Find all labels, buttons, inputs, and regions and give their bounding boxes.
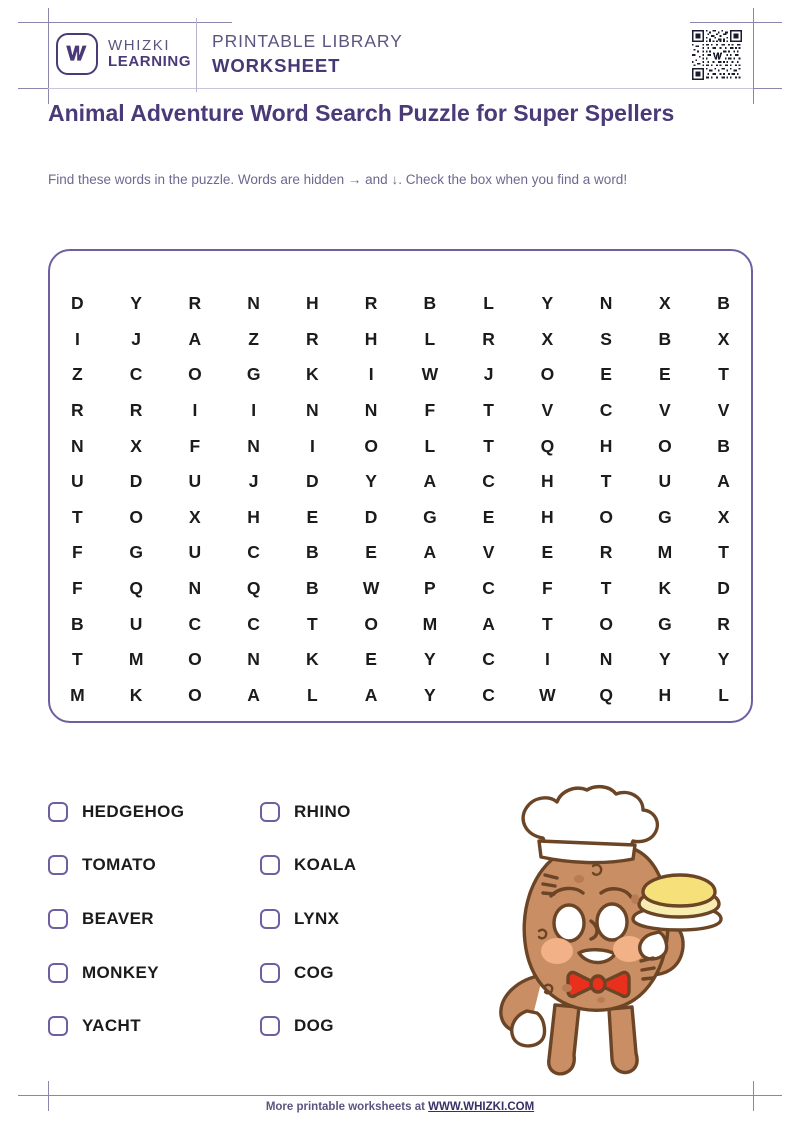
word-label: BEAVER [82, 908, 154, 928]
masthead [212, 30, 403, 79]
grid-letter[interactable]: R [364, 293, 378, 314]
grid-letter[interactable]: R [599, 542, 613, 563]
grid-letter[interactable]: R [717, 613, 730, 634]
grid-letter[interactable]: K [306, 649, 319, 670]
word-label: RHINO [294, 801, 351, 821]
grid-letter[interactable]: F [72, 542, 83, 563]
grid-letter[interactable]: O [364, 435, 378, 456]
grid-letter[interactable]: H [364, 328, 378, 349]
grid-letter[interactable]: X [189, 506, 201, 527]
grid-letter[interactable]: H [306, 293, 319, 314]
grid-letter[interactable]: K [129, 684, 143, 705]
grid-letter[interactable]: X [541, 328, 554, 349]
footer-website-link[interactable]: WWW.WHIZKI.COM [428, 1101, 535, 1113]
grid-letter[interactable]: R [188, 293, 202, 314]
grid-letter[interactable]: K [306, 364, 319, 385]
grid-letter[interactable]: V [659, 400, 671, 421]
grid-letter[interactable]: H [247, 506, 260, 527]
crop-guide-line [753, 8, 754, 104]
grid-letter[interactable]: O [599, 506, 613, 527]
page-title: Animal Adventure Word Search Puzzle for Super Spellers [48, 100, 675, 126]
grid-letter[interactable]: U [658, 471, 672, 492]
grid-letter[interactable]: F [189, 435, 201, 456]
grid-letter[interactable]: A [188, 328, 202, 349]
grid-letter[interactable]: F [542, 578, 553, 599]
word-checkbox[interactable] [48, 802, 68, 822]
grid-letter[interactable]: R [306, 328, 319, 349]
word-checkbox[interactable] [48, 909, 68, 929]
grid-letter[interactable]: Q [599, 684, 613, 705]
word-list-item[interactable] [260, 892, 472, 946]
grid-letter[interactable]: N [364, 400, 378, 421]
grid-letter[interactable]: E [306, 506, 319, 527]
grid-letter[interactable]: A [423, 542, 437, 563]
word-label: HEDGEHOG [82, 801, 185, 821]
grid-letter[interactable]: L [424, 435, 436, 456]
crop-guide-line [18, 1095, 782, 1096]
grid-letter[interactable]: V [541, 400, 554, 421]
grid-letter[interactable]: D [129, 471, 143, 492]
grid-letter[interactable]: B [306, 542, 319, 563]
grid-letter[interactable]: Y [424, 684, 436, 705]
word-list [48, 785, 468, 1053]
grid-letter[interactable]: B [306, 578, 319, 599]
grid-letter[interactable]: Y [365, 471, 377, 492]
grid-letter[interactable]: Y [659, 649, 671, 670]
grid-letter[interactable]: I [309, 435, 315, 456]
grid-letter[interactable]: O [188, 649, 202, 670]
grid-letter[interactable]: F [424, 400, 436, 421]
grid-letter[interactable]: C [188, 613, 202, 634]
grid-letter[interactable]: B [71, 613, 84, 634]
grid-letter[interactable]: D [71, 293, 84, 314]
grid-letter[interactable]: J [483, 364, 494, 385]
word-list-item[interactable] [48, 839, 260, 893]
grid-letter[interactable]: G [658, 613, 672, 634]
grid-letter[interactable]: N [247, 649, 260, 670]
word-search-grid[interactable] [48, 286, 753, 713]
potato-chef-mascot-illustration [483, 783, 763, 1078]
grid-letter[interactable]: E [365, 542, 377, 563]
grid-letter[interactable]: I [192, 400, 198, 421]
grid-letter[interactable]: V [482, 542, 495, 563]
grid-letter[interactable]: T [542, 613, 553, 634]
grid-letter[interactable]: X [130, 435, 142, 456]
grid-letter[interactable]: Q [129, 578, 143, 599]
grid-letter[interactable]: I [544, 649, 550, 670]
grid-letter[interactable]: Y [717, 649, 730, 670]
word-list-item[interactable] [48, 892, 260, 946]
grid-letter[interactable]: C [247, 542, 260, 563]
grid-letter[interactable]: E [482, 506, 495, 527]
word-label: TOMATO [82, 855, 157, 875]
word-label: COG [294, 962, 334, 982]
word-label: LYNX [294, 908, 340, 928]
grid-letter[interactable]: C [129, 364, 143, 385]
grid-letter[interactable]: J [131, 328, 141, 349]
grid-letter[interactable]: N [247, 435, 260, 456]
grid-letter[interactable]: A [423, 471, 437, 492]
grid-letter[interactable]: U [71, 471, 84, 492]
footer [0, 1101, 800, 1113]
grid-letter[interactable]: B [717, 435, 730, 456]
grid-letter[interactable]: U [188, 471, 202, 492]
grid-letter[interactable]: T [72, 506, 83, 527]
whizki-w-logo-icon [56, 33, 98, 75]
grid-letter[interactable]: C [247, 613, 260, 634]
grid-letter[interactable]: T [307, 613, 318, 634]
grid-letter[interactable]: T [600, 578, 612, 599]
grid-letter[interactable]: A [717, 471, 730, 492]
grid-letter[interactable]: E [365, 649, 377, 670]
grid-letter[interactable]: O [658, 435, 672, 456]
word-checkbox[interactable] [260, 855, 280, 875]
grid-letter[interactable]: Z [248, 328, 259, 349]
grid-letter[interactable]: G [423, 506, 437, 527]
grid-letter[interactable]: N [188, 578, 202, 599]
grid-letter[interactable]: O [188, 364, 202, 385]
grid-letter[interactable]: T [718, 364, 729, 385]
grid-letter[interactable]: W [539, 684, 556, 705]
word-checkbox[interactable] [260, 963, 280, 983]
header-divider [48, 88, 753, 89]
word-list-item[interactable] [48, 785, 260, 839]
grid-letter[interactable]: M [70, 684, 85, 705]
word-list-item[interactable] [260, 946, 472, 1000]
word-label: DOG [294, 1016, 334, 1036]
masthead-line2: WORKSHEET [212, 54, 341, 76]
grid-letter[interactable]: G [658, 506, 672, 527]
grid-letter[interactable]: O [364, 613, 378, 634]
grid-letter[interactable]: C [482, 471, 495, 492]
grid-letter[interactable]: O [540, 364, 555, 385]
grid-letter[interactable]: H [541, 471, 554, 492]
grid-letter[interactable]: F [72, 578, 83, 599]
grid-letter[interactable]: L [718, 684, 729, 705]
grid-letter[interactable]: B [658, 328, 672, 349]
word-checkbox[interactable] [48, 963, 68, 983]
word-checkbox[interactable] [260, 909, 280, 929]
grid-letter[interactable]: L [424, 328, 436, 349]
grid-letter[interactable]: T [600, 471, 612, 492]
word-list-item[interactable] [48, 946, 260, 1000]
grid-letter[interactable]: A [247, 684, 260, 705]
crop-guide-line [48, 8, 49, 104]
grid-letter[interactable]: B [423, 293, 437, 314]
grid-letter[interactable]: J [248, 471, 259, 492]
grid-letter[interactable]: T [483, 435, 494, 456]
grid-letter[interactable]: X [659, 293, 671, 314]
grid-letter[interactable]: H [599, 435, 613, 456]
grid-letter[interactable]: E [659, 364, 671, 385]
grid-letter[interactable]: A [364, 684, 378, 705]
grid-letter[interactable]: N [247, 293, 260, 314]
grid-letter[interactable]: A [482, 613, 495, 634]
grid-letter[interactable]: N [306, 400, 319, 421]
grid-letter[interactable]: V [717, 400, 730, 421]
grid-letter[interactable]: B [717, 293, 730, 314]
grid-letter[interactable]: E [600, 364, 612, 385]
grid-letter[interactable]: M [128, 649, 144, 670]
grid-letter[interactable]: Y [424, 649, 436, 670]
grid-letter[interactable]: R [129, 400, 143, 421]
grid-letter[interactable]: Y [130, 293, 142, 314]
word-label: YACHT [82, 1016, 141, 1036]
grid-letter[interactable]: L [307, 684, 318, 705]
word-checkbox[interactable] [48, 855, 68, 875]
grid-letter[interactable]: D [306, 471, 319, 492]
word-list-item[interactable] [48, 999, 260, 1053]
grid-letter[interactable]: C [599, 400, 613, 421]
grid-letter[interactable]: I [251, 400, 257, 421]
grid-letter[interactable]: X [717, 328, 730, 349]
grid-letter[interactable]: R [71, 400, 84, 421]
grid-letter[interactable]: R [482, 328, 495, 349]
masthead-separator [196, 18, 197, 92]
instructions-text: Find these words in the puzzle. Words are hidden → and ↓. Check the box when you find a word! [48, 172, 628, 187]
grid-letter[interactable]: I [368, 364, 374, 385]
grid-letter[interactable]: T [72, 649, 83, 670]
grid-letter[interactable]: T [483, 400, 494, 421]
word-list-item[interactable] [260, 785, 472, 839]
grid-letter[interactable]: M [422, 613, 438, 634]
grid-letter[interactable]: O [129, 506, 143, 527]
masthead-line1: PRINTABLE LIBRARY [212, 31, 403, 51]
grid-letter[interactable]: N [599, 649, 613, 670]
grid-letter[interactable]: H [658, 684, 672, 705]
grid-letter[interactable]: I [74, 328, 80, 349]
grid-letter[interactable]: H [541, 506, 554, 527]
crop-guide-line [18, 22, 232, 23]
grid-letter[interactable]: S [600, 328, 612, 349]
grid-letter[interactable]: K [658, 578, 672, 599]
grid-letter[interactable]: P [424, 578, 436, 599]
grid-letter[interactable]: N [599, 293, 613, 314]
grid-letter[interactable]: G [129, 542, 143, 563]
brand-name-line1: WHIZKI [108, 37, 171, 55]
grid-letter[interactable]: M [657, 542, 673, 563]
grid-letter[interactable]: Q [540, 435, 555, 456]
grid-letter[interactable]: O [599, 613, 613, 634]
grid-letter[interactable]: G [246, 364, 261, 385]
grid-letter[interactable]: Z [72, 364, 83, 385]
word-label: MONKEY [82, 962, 160, 982]
grid-letter[interactable]: D [717, 578, 730, 599]
grid-letter[interactable]: O [188, 684, 202, 705]
qr-code-icon[interactable] [692, 30, 742, 80]
footer-text: More printable worksheets at [265, 1101, 429, 1113]
word-list-item[interactable] [260, 999, 472, 1053]
word-checkbox[interactable] [48, 1016, 68, 1036]
word-list-item[interactable] [260, 839, 472, 893]
grid-letter[interactable]: E [541, 542, 554, 563]
word-checkbox[interactable] [260, 802, 280, 822]
brand-name-line2: LEARNING [108, 53, 192, 70]
grid-letter[interactable]: W [421, 364, 439, 385]
word-checkbox[interactable] [260, 1016, 280, 1036]
grid-letter[interactable]: Q [246, 578, 261, 599]
grid-letter[interactable]: Y [541, 293, 554, 314]
grid-letter[interactable]: U [129, 613, 143, 634]
grid-letter[interactable]: D [364, 506, 378, 527]
grid-letter[interactable]: L [483, 293, 494, 314]
crop-guide-line [690, 22, 782, 23]
grid-letter[interactable]: N [71, 435, 84, 456]
word-label: KOALA [294, 855, 357, 875]
grid-letter[interactable]: T [718, 542, 729, 563]
brand-logo [56, 33, 191, 75]
grid-letter[interactable]: X [717, 506, 730, 527]
grid-letter[interactable]: C [482, 649, 495, 670]
grid-letter[interactable]: C [482, 684, 495, 705]
grid-letter[interactable]: C [482, 578, 495, 599]
grid-letter[interactable]: U [188, 542, 202, 563]
grid-letter[interactable]: W [362, 578, 380, 599]
